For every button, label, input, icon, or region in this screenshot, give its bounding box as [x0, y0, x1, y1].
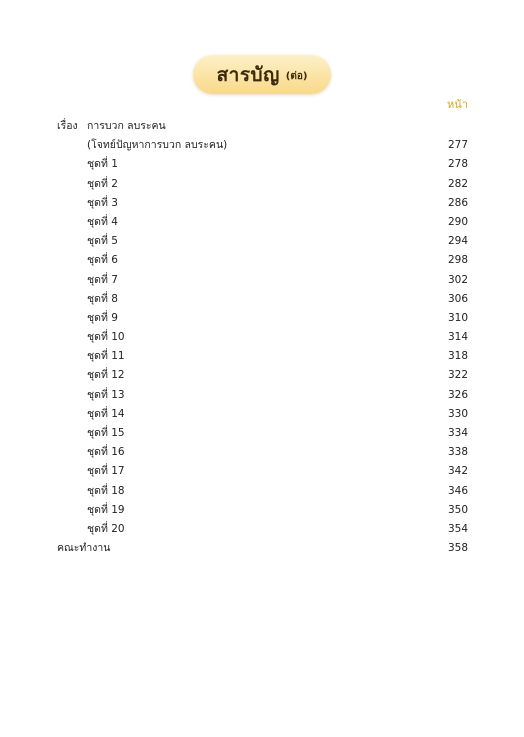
- toc-entry-label: ชุดที่ 16: [87, 446, 125, 459]
- toc-entry-label: ชุดที่ 13: [87, 388, 125, 401]
- toc-entry-label: ชุดที่ 6: [87, 254, 118, 267]
- toc-entry-label: ชุดที่ 4: [87, 215, 118, 228]
- toc-entry[interactable]: [0, 328, 524, 347]
- toc-entry[interactable]: [0, 309, 524, 328]
- toc-entry[interactable]: [0, 443, 524, 462]
- toc-entry-label: ชุดที่ 7: [87, 273, 118, 286]
- toc-entry-label: ชุดที่ 11: [87, 350, 125, 363]
- toc-entry-page: 346: [447, 484, 468, 497]
- toc-entry-page: 306: [447, 292, 468, 305]
- toc-entry[interactable]: [0, 482, 524, 501]
- toc-entry-label: ชุดที่ 5: [87, 235, 118, 248]
- toc-entry-label: ชุดที่ 10: [87, 331, 125, 344]
- toc-entry-label: ชุดที่ 14: [87, 407, 125, 420]
- toc-entry-label: ชุดที่ 9: [87, 311, 118, 324]
- page-column-header: หน้า: [447, 98, 468, 111]
- toc-entry[interactable]: [0, 290, 524, 309]
- toc-entry-page: 318: [447, 350, 468, 363]
- toc-title-continued: (ต่อ): [285, 71, 308, 82]
- toc-entry[interactable]: [0, 155, 524, 174]
- toc-entry[interactable]: [0, 462, 524, 481]
- toc-footer-entry[interactable]: [0, 539, 524, 558]
- toc-entry-label: ชุดที่ 18: [87, 484, 125, 497]
- toc-entry-page: 326: [447, 388, 468, 401]
- toc-entry[interactable]: [0, 386, 524, 405]
- toc-entry[interactable]: [0, 366, 524, 385]
- toc-entry-page: 302: [447, 273, 468, 286]
- toc-entry-page: 314: [447, 331, 468, 344]
- toc-entry-page: 354: [447, 522, 468, 535]
- toc-entry[interactable]: [0, 520, 524, 539]
- toc-entry-page: 338: [447, 446, 468, 459]
- toc-entry-page: 322: [447, 369, 468, 382]
- toc-entry[interactable]: [0, 175, 524, 194]
- section-name: การบวก ลบระคน: [87, 120, 166, 132]
- toc-title-banner: [193, 55, 331, 94]
- toc-entry-label: ชุดที่ 15: [87, 427, 125, 439]
- toc-entry[interactable]: [0, 232, 524, 251]
- toc-footer-page: 358: [447, 542, 468, 555]
- table-of-contents: [0, 117, 524, 558]
- toc-entry-label: ชุดที่ 8: [87, 292, 118, 305]
- toc-entry-label: ชุดที่ 19: [87, 503, 125, 516]
- toc-entry-page: 330: [447, 407, 468, 420]
- toc-entry-page: 290: [447, 215, 468, 228]
- toc-entry-page: 334: [447, 427, 468, 439]
- toc-entry[interactable]: [0, 501, 524, 520]
- toc-entry-page: 277: [447, 139, 468, 152]
- toc-entry-label: ชุดที่ 12: [87, 369, 125, 382]
- toc-title: สารบัญ: [216, 63, 280, 86]
- toc-entry-page: 278: [447, 158, 468, 171]
- toc-entry[interactable]: [0, 251, 524, 270]
- toc-entry[interactable]: [0, 347, 524, 366]
- toc-entry-label: ชุดที่ 3: [87, 196, 118, 209]
- toc-entry-label: (โจทย์ปัญหาการบวก ลบระคน): [87, 139, 228, 152]
- toc-entry-label: ชุดที่ 17: [87, 465, 125, 478]
- toc-section-row[interactable]: [0, 117, 524, 136]
- toc-entry[interactable]: [0, 405, 524, 424]
- toc-entry-page: 350: [447, 503, 468, 516]
- toc-entry-page: 342: [447, 465, 468, 478]
- toc-entry[interactable]: [0, 136, 524, 155]
- toc-entry[interactable]: [0, 213, 524, 232]
- toc-footer-label: คณะทำงาน: [57, 542, 111, 555]
- toc-entry-label: ชุดที่ 20: [87, 522, 125, 535]
- toc-entry-page: 294: [447, 235, 468, 248]
- section-prefix: เรื่อง: [57, 120, 78, 132]
- toc-entry-page: 310: [447, 311, 468, 324]
- toc-entry[interactable]: [0, 424, 524, 443]
- toc-entry-page: 282: [447, 177, 468, 190]
- toc-entry-label: ชุดที่ 1: [87, 158, 118, 171]
- toc-entry-page: 286: [447, 196, 468, 209]
- toc-entry[interactable]: [0, 194, 524, 213]
- toc-entry[interactable]: [0, 271, 524, 290]
- toc-entry-label: ชุดที่ 2: [87, 177, 118, 190]
- toc-entry-page: 298: [447, 254, 468, 267]
